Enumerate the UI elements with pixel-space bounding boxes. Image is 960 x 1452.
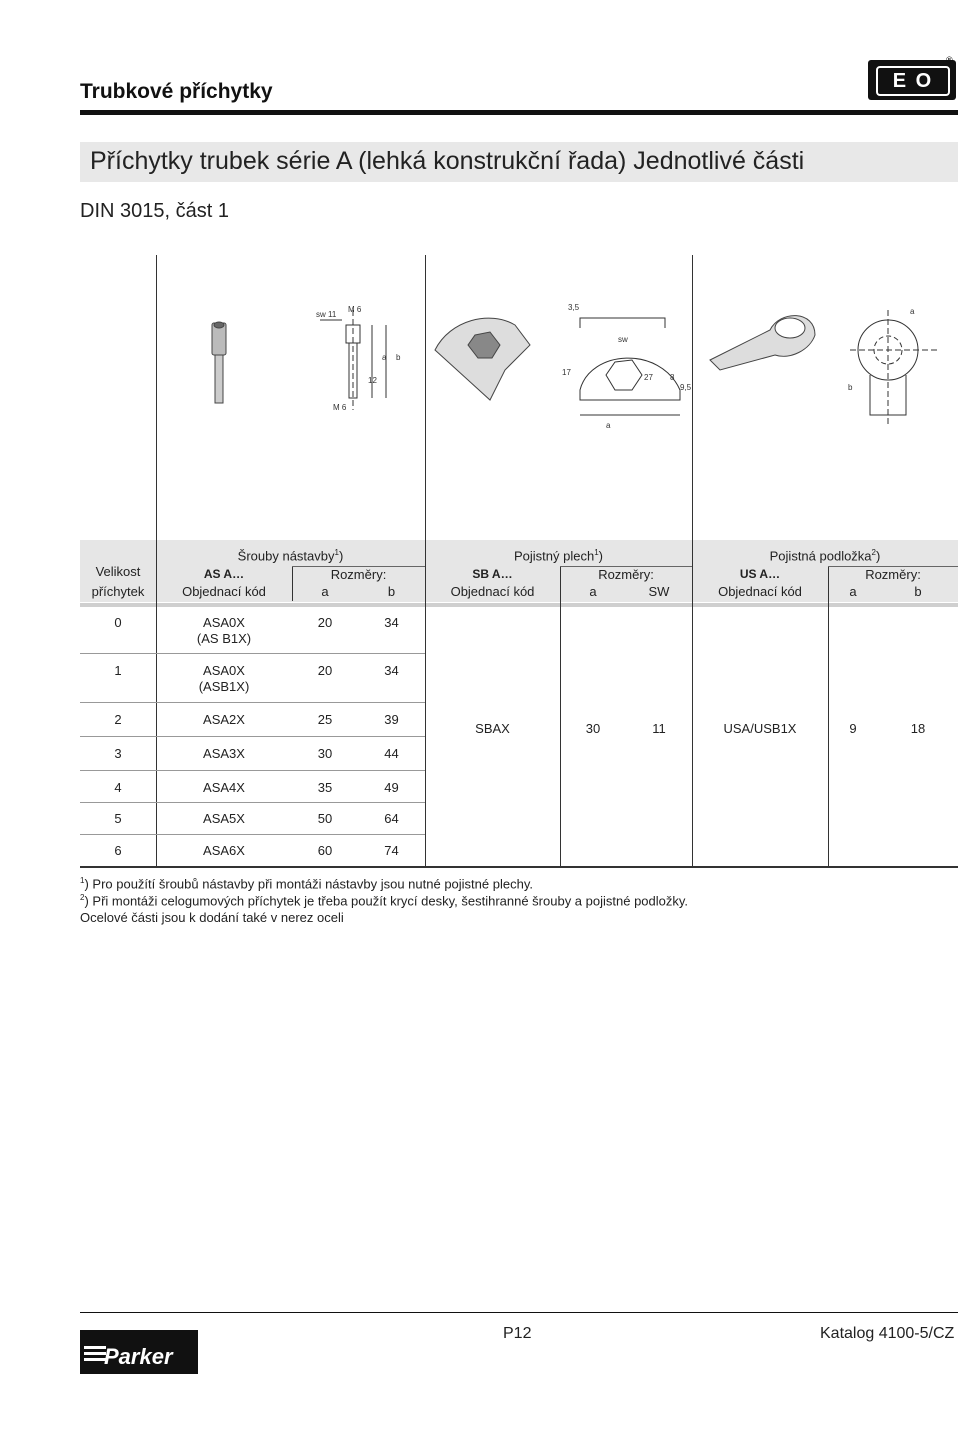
plate-label-3-5: 3,5 (568, 303, 580, 312)
code-cell: ASA2X (203, 712, 245, 727)
footnote-2 (80, 893, 688, 908)
a-cell: 30 (317, 746, 333, 761)
row-rule (80, 736, 425, 737)
bolt-illustration (212, 322, 226, 403)
size-cell: 0 (114, 615, 122, 630)
table-divider (560, 567, 561, 867)
b-cell: 74 (384, 843, 399, 858)
washer-drawing (850, 310, 940, 425)
a-cell: 35 (317, 780, 333, 795)
footnote-1-text: ) Pro použítí šroubů nástavby při montáži nástavby jsou nutné pojistné plechy. (84, 876, 533, 892)
row-rule (80, 653, 425, 654)
header-group-plate: Pojistný plech$^1$) (513, 548, 603, 564)
plate-illustration (435, 318, 530, 400)
parker-logo-mark (80, 1330, 198, 1374)
footnote-ref-2: 2 (871, 548, 876, 557)
b-cell: 64 (384, 811, 399, 826)
header-a: a (321, 584, 329, 599)
plate-label-27: 27 (644, 373, 653, 382)
bolt-drawing (320, 310, 386, 410)
eo-logo-letters: E O (876, 66, 950, 96)
washer-label-a: a (910, 307, 915, 316)
footnote-ref-1: 1 (334, 548, 339, 557)
bolt-label-sw: sw 11 (316, 310, 337, 319)
header-group-washer: Pojistná podložka$^2$) (769, 548, 881, 564)
b-cell: 44 (384, 746, 399, 761)
plate-sw-cell: 11 (652, 721, 666, 736)
technical-drawings (150, 250, 958, 540)
header-sw: SW (648, 584, 670, 599)
bolt-label-12: 12 (368, 376, 377, 385)
plate-drawing (580, 318, 680, 415)
washer-label-b: b (848, 383, 853, 392)
header-group-washer-label: Pojistná podložka (769, 548, 872, 564)
plate-label-sw: sw (618, 335, 628, 344)
page-number: P12 (503, 1325, 532, 1342)
size-cell: 2 (114, 712, 122, 727)
b-cell: 34 (384, 615, 399, 630)
a-cell: 50 (317, 811, 333, 826)
a-cell: 20 (317, 663, 333, 678)
bolt-label-a: a (382, 353, 387, 362)
header-washer-code: US A… (739, 567, 781, 581)
row-rule (80, 834, 425, 835)
footnote-1 (80, 876, 533, 891)
code-alt-cell: (ASB1X) (198, 679, 250, 694)
header-order-code: Objednací kód (182, 584, 266, 599)
a-cell: 25 (317, 712, 333, 727)
a-cell: 20 (317, 615, 333, 630)
plate-label-9-5: 9,5 (680, 383, 692, 392)
registered-mark-icon: ® (946, 55, 953, 65)
bolt-label-m6-top: M 6 (348, 305, 362, 314)
code-cell: ASA0X (203, 663, 245, 678)
parker-logo-text: Parker (104, 1344, 173, 1369)
header-a: a (589, 584, 597, 599)
b-cell: 49 (384, 780, 399, 795)
header-group-bolts-label: Šrouby nástavby (237, 548, 335, 564)
header-prichytek: příchytek (91, 584, 145, 599)
header-bolts-dims: Rozměry: (330, 567, 387, 582)
header-plate-dims: Rozměry: (598, 567, 654, 582)
header-bolts-code: AS A… (203, 567, 245, 581)
size-cell: 5 (114, 811, 122, 826)
plate-label-a: a (606, 421, 611, 430)
plate-a-cell: 30 (585, 721, 601, 736)
footnote-1-mark: 1 (80, 876, 85, 885)
code-cell: ASA0X (203, 615, 245, 630)
section-title: Trubkové příchytky (80, 80, 273, 103)
header-washer-dims: Rozměry: (865, 567, 921, 582)
parker-logo (80, 1330, 198, 1374)
row-rule (80, 770, 425, 771)
eo-logo (868, 60, 956, 100)
size-cell: 4 (114, 780, 122, 795)
header-group-plate-label: Pojistný plech (513, 548, 595, 564)
header-b: b (914, 584, 922, 599)
footnote-ref-1: 1 (594, 548, 599, 557)
b-cell: 39 (384, 712, 399, 727)
code-alt-cell: (AS B1X) (196, 631, 252, 646)
header-order-code: Objednací kód (718, 584, 802, 599)
code-cell: ASA3X (203, 746, 245, 761)
page-subtitle: DIN 3015, část 1 (80, 200, 229, 222)
size-cell: 3 (114, 746, 122, 761)
a-cell: 60 (317, 843, 333, 858)
b-cell: 34 (384, 663, 399, 678)
header-a: a (849, 584, 857, 599)
footnote-2-text: ) Při montáži celogumových příchytek je třeba použít krycí desky, šestihranné šrouby a pojistné podložky. (84, 893, 689, 909)
plate-label-8: 8 (670, 373, 675, 382)
code-cell: ASA4X (203, 780, 245, 795)
footer-rule (80, 1312, 958, 1313)
footnote-3: Ocelové části jsou k dodání také v nerez oceli (80, 910, 344, 925)
table-divider (828, 567, 829, 867)
washer-b-cell: 18 (910, 721, 926, 736)
header-velikost: Velikost (95, 564, 141, 579)
table-bottom-rule (80, 866, 958, 868)
header-plate-code: SB A… (472, 567, 513, 581)
size-cell: 6 (114, 843, 122, 858)
size-cell: 1 (114, 663, 122, 678)
catalog-label: Katalog 4100-5/CZ (820, 1325, 955, 1342)
row-rule (80, 702, 425, 703)
header-rule (80, 110, 958, 115)
bolt-label-b: b (396, 353, 401, 362)
code-cell: ASA6X (203, 843, 245, 858)
header-order-code: Objednací kód (450, 584, 535, 599)
header-group-bolts: Šrouby nástavby$^1$) (237, 548, 344, 564)
washer-code-cell: USA/USB1X (723, 721, 797, 736)
bolt-label-m6-bottom: M 6 (333, 403, 347, 412)
code-cell: ASA5X (203, 811, 245, 826)
washer-a-cell: 9 (849, 721, 857, 736)
plate-code-cell: SBAX (475, 721, 510, 736)
footnote-2-mark: 2 (80, 893, 85, 902)
washer-illustration (710, 316, 815, 370)
table-header-rule (80, 603, 958, 607)
plate-label-17: 17 (562, 368, 571, 377)
page-title: Příchytky trubek série A (lehká konstrukční řada) Jednotlivé části (90, 147, 805, 175)
header-b: b (387, 584, 396, 599)
row-rule (80, 802, 425, 803)
